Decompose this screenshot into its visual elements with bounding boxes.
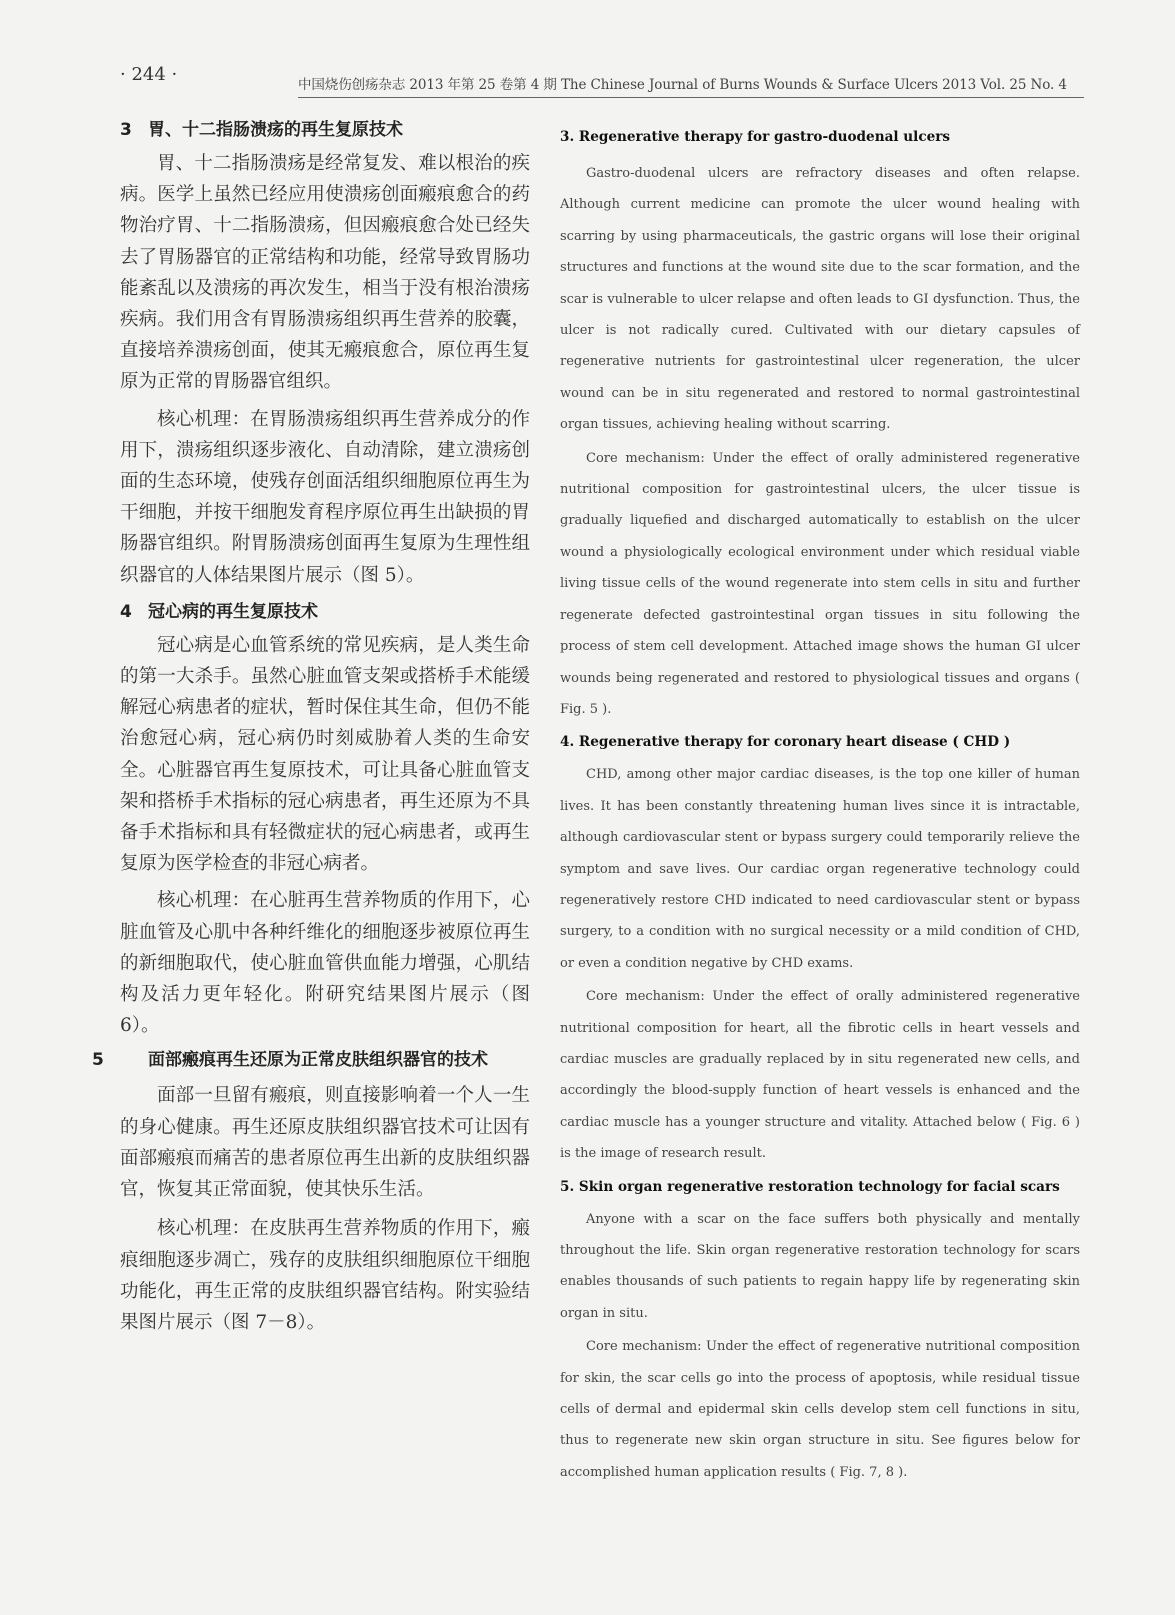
section-heading-3-zh [120,115,530,146]
paragraph: Anyone with a scar on the face suffers both physically and mentally throughout the life. Skin organ regenerative restoration technology for scars enables thousands of such patients to regain happy life by regenerating skin organ in situ. [560,1211,1080,1321]
paragraph: 胃、十二指肠溃疡是经常复发、难以根治的疾病。医学上虽然已经应用使溃疡创面瘢痕愈合的药物治疗胃、十二指肠溃疡，但因瘢痕愈合处已经失去了胃肠器官的正常结构和功能，经常导致胃肠功能紊乱以及溃疡的再次发生，相当于没有根治溃疡疾病。我们用含有胃肠溃疡组织再生营养的胶囊，直接培养溃疡创面，使其无瘢痕愈合，原位再生复原为正常的胃肠器官组织。 [120,153,530,393]
paragraph: 冠心病是心血管系统的常见疾病，是人类生命的第一大杀手。虽然心脏血管支架或搭桥手术能缓解冠心病患者的症状，暂时保住其生命，但仍不能治愈冠心病，冠心病仍时刻威胁着人类的生命安全。心脏器官再生复原技术，可让具备心脏血管支架和搭桥手术指标的冠心病患者，再生还原为不具备手术指标和具有轻微症状的冠心病患者，或再生复原为医学检查的非冠心病者。 [120,634,530,875]
section-heading-4-zh [120,597,530,628]
section-title: 胃、十二指肠溃疡的再生复原技术 [148,120,403,140]
section-title: 面部瘢痕再生还原为正常皮肤组织器官的技术 [148,1050,488,1071]
section-heading-5-zh [92,1045,530,1076]
paragraph: Core mechanism: Under the effect of orally administered regenerative nutritional composition for heart, all the fibrotic cells in heart vessels and cardiac muscles are gradually replaced by in situ regenerated new cells, and accordingly the blood-supply function of heart vessels is enhanced and the cardiac muscle has a younger structure and vitality. Attached below ( Fig. 6 ) is the image of research result. [560,989,1080,1162]
chinese-column [92,115,530,1338]
running-header: 中国烧伤创疡杂志 2013 年第 25 卷第 4 期 The Chinese Journal of Burns Wounds & Surface Ulcers 2013 Vol. 25 No. 4 [298,73,1084,98]
english-column [560,122,1080,1488]
paragraph: 核心机理：在皮肤再生营养物质的作用下，瘢痕细胞逐步凋亡，残存的皮肤组织细胞原位干细胞功能化，再生正常的皮肤组织器官结构。附实验结果图片展示（图 7－8）。 [120,1218,530,1333]
section-heading-5-en: 5. Skin organ regenerative restoration technology for facial scars [560,1178,1060,1195]
section-number: 3 [120,120,132,140]
section-heading-3-en: 3. Regenerative therapy for gastro-duodenal ulcers [560,129,951,145]
paragraph: Gastro-duodenal ulcers are refractory diseases and often relapse. Although current medicine can promote the ulcer wound healing with scarring by using pharmaceuticals, the gastric organs will lose their original structures and functions at the wound site due to the scar formation, and the scar is vulnerable to ulcer relapse and often leads to GI dysfunction. Thus, the ulcer is not radically cured. Cultivated with our dietary capsules of regenerative nutrients for gastrointestinal ulcer regeneration, the ulcer wound can be in situ regenerated and restored to normal gastrointestinal organ tissues, achieving healing without scarring. [560,166,1080,433]
paragraph: Core mechanism: Under the effect of orally administered regenerative nutritional composition for gastrointestinal ulcers, the ulcer tissue is gradually liquefied and discharged automatically to establish on the ulcer wound a physiologically ecological environment under which residual viable living tissue cells of the wound regenerate into stem cells in situ and further regenerate defected gastrointestinal organ tissues in situ following the process of stem cell development. Attached image shows the human GI ulcer wounds being regenerated and restored to physiological tissues and organs ( Fig. 5 ). [560,450,1080,717]
paragraph: 面部一旦留有瘢痕，则直接影响着一个人一生的身心健康。再生还原皮肤组织器官技术可让因有面部瘢痕而痛苦的患者原位再生出新的皮肤组织器官，恢复其正常面貌，使其快乐生活。 [120,1085,530,1201]
section-heading-4-en: 4. Regenerative therapy for coronary heart disease ( CHD ) [560,734,1011,751]
section-title: 冠心病的再生复原技术 [148,601,318,622]
section-number: 5 [92,1050,104,1071]
paragraph: CHD, among other major cardiac diseases, is the top one killer of human lives. It has been constantly threatening human lives since it is intractable, although cardiovascular stent or bypass surgery could temporarily relieve the symptom and save lives. Our cardiac organ regenerative technology could regeneratively restore CHD indicated to need cardiovascular stent or bypass surgery, to a condition with no surgical necessity or a mild condition of CHD, or even a condition negative by CHD exams. [560,767,1080,971]
paragraph: Core mechanism: Under the effect of regenerative nutritional composition for skin, the scar cells go into the process of apoptosis, while residual tissue cells of dermal and epidermal skin cells develop stem cell functions in situ, thus to regenerate new skin organ structure in situ. See figures below for accomplished human application results ( Fig. 7, 8 ). [560,1339,1080,1480]
paragraph: 核心机理：在心脏再生营养物质的作用下，心脏血管及心肌中各种纤维化的细胞逐步被原位再生的新细胞取代，使心脏血管供血能力增强，心肌结构及活力更年轻化。附研究结果图片展示（图 6）。 [120,890,530,1037]
page-number: · 244 · [120,64,178,85]
paragraph: 核心机理：在胃肠溃疡组织再生营养成分的作用下，溃疡组织逐步液化、自动清除，建立溃疡创面的生态环境，使残存创面活组织细胞原位再生为干细胞，并按干细胞发育程序原位再生出缺损的胃肠器官组织。附胃肠溃疡创面再生复原为生理性组织器官的人体结果图片展示（图 5）。 [120,408,530,586]
section-number: 4 [120,601,132,622]
